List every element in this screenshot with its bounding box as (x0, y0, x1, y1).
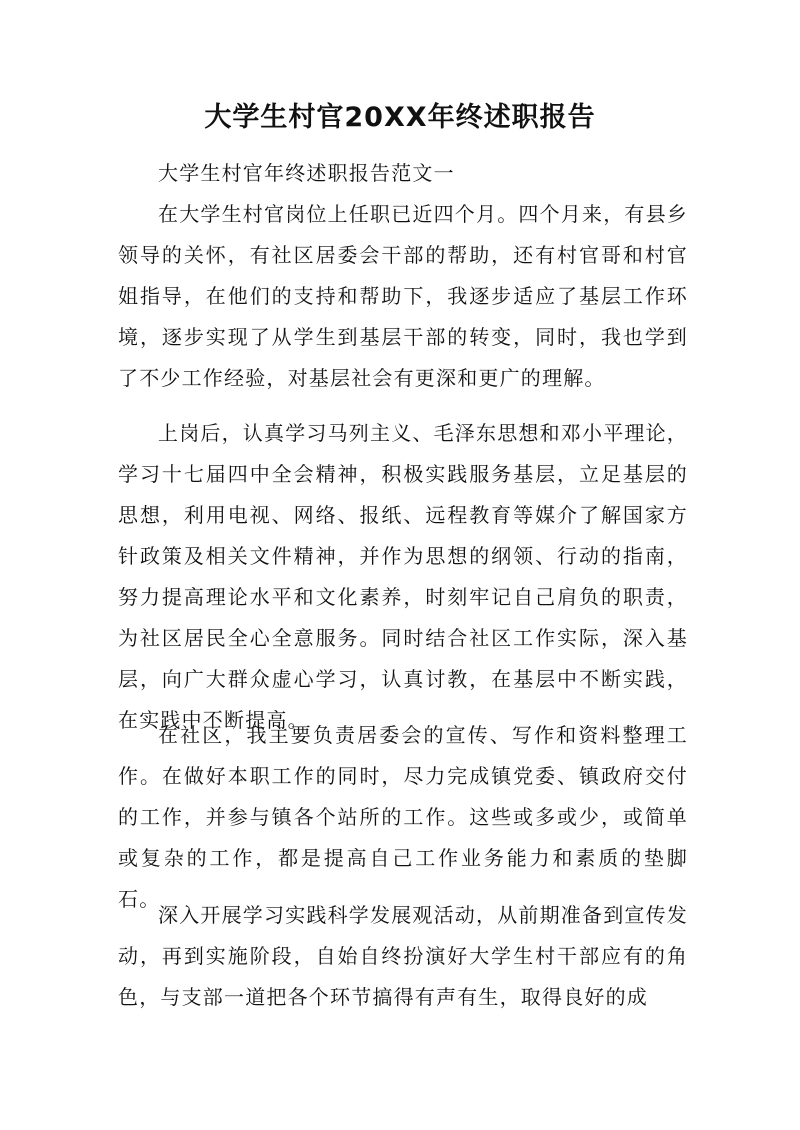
paragraph-2: 上岗后，认真学习马列主义、毛泽东思想和邓小平理论，学习十七届四中全会精神，积极实践服务基层，立足基层的思想，利用电视、网络、报纸、远程教育等媒介了解国家方针政策及相关文件精神，并作为思想的纲领、行动的指南，努力提高理论水平和文化素养，时刻牢记自己肩负的职责，为社区居民全心全意服务。同时结合社区工作实际，深入基层，向广大群众虚心学习，认真讨教，在基层中不断实践，在实践中不断提高。 (118, 421, 688, 732)
paragraph-3: 在社区，我主要负责居委会的宣传、写作和资料整理工作。在做好本职工作的同时，尽力完成镇党委、镇政府交付的工作，并参与镇各个站所的工作。这些或多或少，或简单或复杂的工作，都是提高自己工作业务能力和素质的垫脚石。 (118, 723, 688, 911)
paragraph-4: 深入开展学习实践科学发展观活动，从前期准备到宣传发动，再到实施阶段，自始自终扮演好大学生村干部应有的角色，与支部一道把各个环节搞得有声有生，取得良好的成 (118, 903, 688, 1009)
paragraph-1: 在大学生村官岗位上任职已近四个月。四个月来，有县乡领导的关怀，有社区居委会干部的帮助，还有村官哥和村官姐指导，在他们的支持和帮助下，我逐步适应了基层工作环境，逐步实现了从学生到基层干部的转变，同时，我也学到了不少工作经验，对基层社会有更深和更广的理解。 (118, 202, 688, 390)
document-title: 大学生村官20XX年终述职报告 (204, 102, 596, 133)
document-subtitle: 大学生村官年终述职报告范文一 (158, 161, 455, 185)
